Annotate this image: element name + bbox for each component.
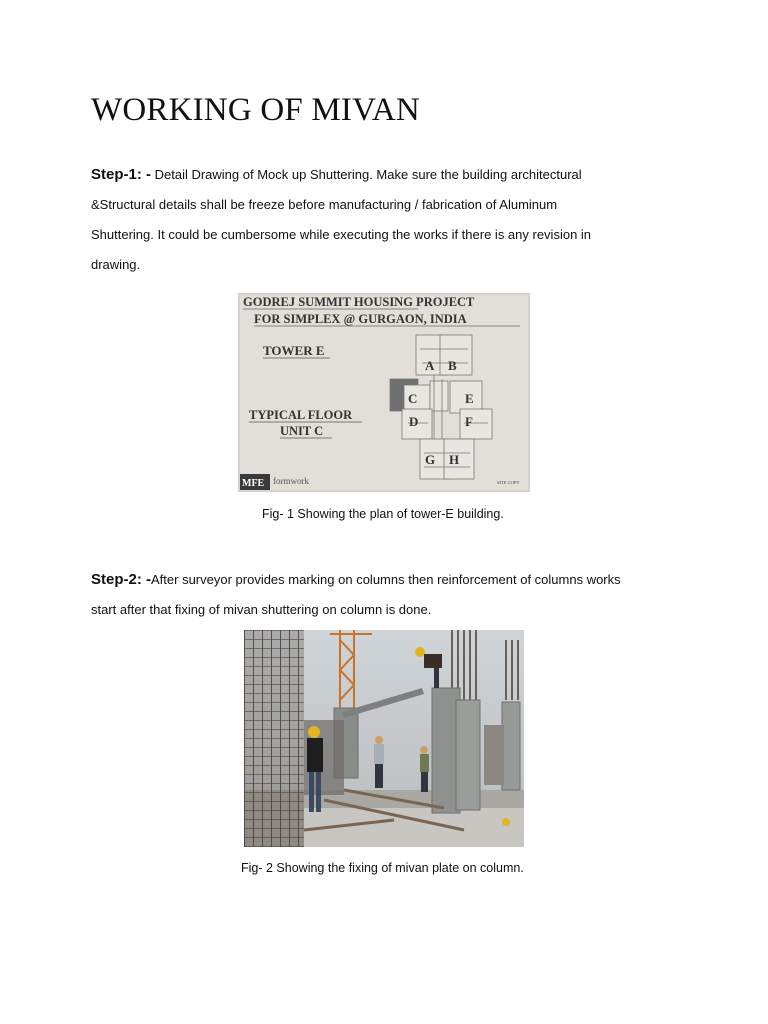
fig1-tower-label: TOWER E [263, 343, 325, 358]
formwork-logo: formwork [273, 476, 309, 486]
unit-label-c: C [408, 391, 418, 406]
step-2-line-2: start after that fixing of mivan shuttering on column is done. [91, 602, 432, 617]
step-1-label: Step-1: - [91, 166, 151, 183]
site-copy-stamp: SITE COPY [497, 480, 520, 485]
figure-1-floor-plan [238, 293, 530, 492]
unit-label-h: H [449, 452, 460, 467]
unit-label-e: E [465, 391, 474, 406]
step-1-line-4: drawing. [91, 257, 141, 272]
mfe-logo: MFE [242, 478, 265, 489]
fig1-unit-label: UNIT C [280, 424, 324, 438]
step-2-line-1 [91, 565, 691, 595]
step-1-text: Detail Drawing of Mock up Shuttering. Make sure the building architectural [151, 167, 582, 182]
figure-2-caption: Fig- 2 Showing the fixing of mivan plate on column. [241, 861, 524, 875]
step-1-line-3: Shuttering. It could be cumbersome while executing the works if there is any revision in [91, 227, 592, 242]
unit-label-g: G [425, 452, 436, 467]
step-1-line-2: &Structural details shall be freeze before manufacturing / fabrication of Aluminum [91, 197, 558, 212]
step-1-line-1 [91, 160, 691, 190]
step-2-paragraph [91, 565, 691, 625]
step-2-text: After surveyor provides marking on columns then reinforcement of columns works [151, 572, 621, 587]
fig1-heading-1: GODREJ SUMMIT HOUSING PROJECT [243, 295, 475, 309]
unit-label-d: D [409, 414, 419, 429]
step-1-paragraph [91, 160, 691, 280]
unit-label-b: B [448, 358, 457, 373]
figure-2-construction-photo [244, 630, 524, 847]
fig1-heading-2: FOR SIMPLEX @ GURGAON, INDIA [254, 312, 467, 326]
unit-label-f: F [465, 414, 473, 429]
unit-label-a: A [425, 358, 435, 373]
figure-1-caption: Fig- 1 Showing the plan of tower-E building. [262, 507, 504, 521]
fig1-floor-label: TYPICAL FLOOR [249, 408, 353, 422]
step-2-label: Step-2: - [91, 571, 151, 588]
page-title: WORKING OF MIVAN [91, 92, 420, 128]
